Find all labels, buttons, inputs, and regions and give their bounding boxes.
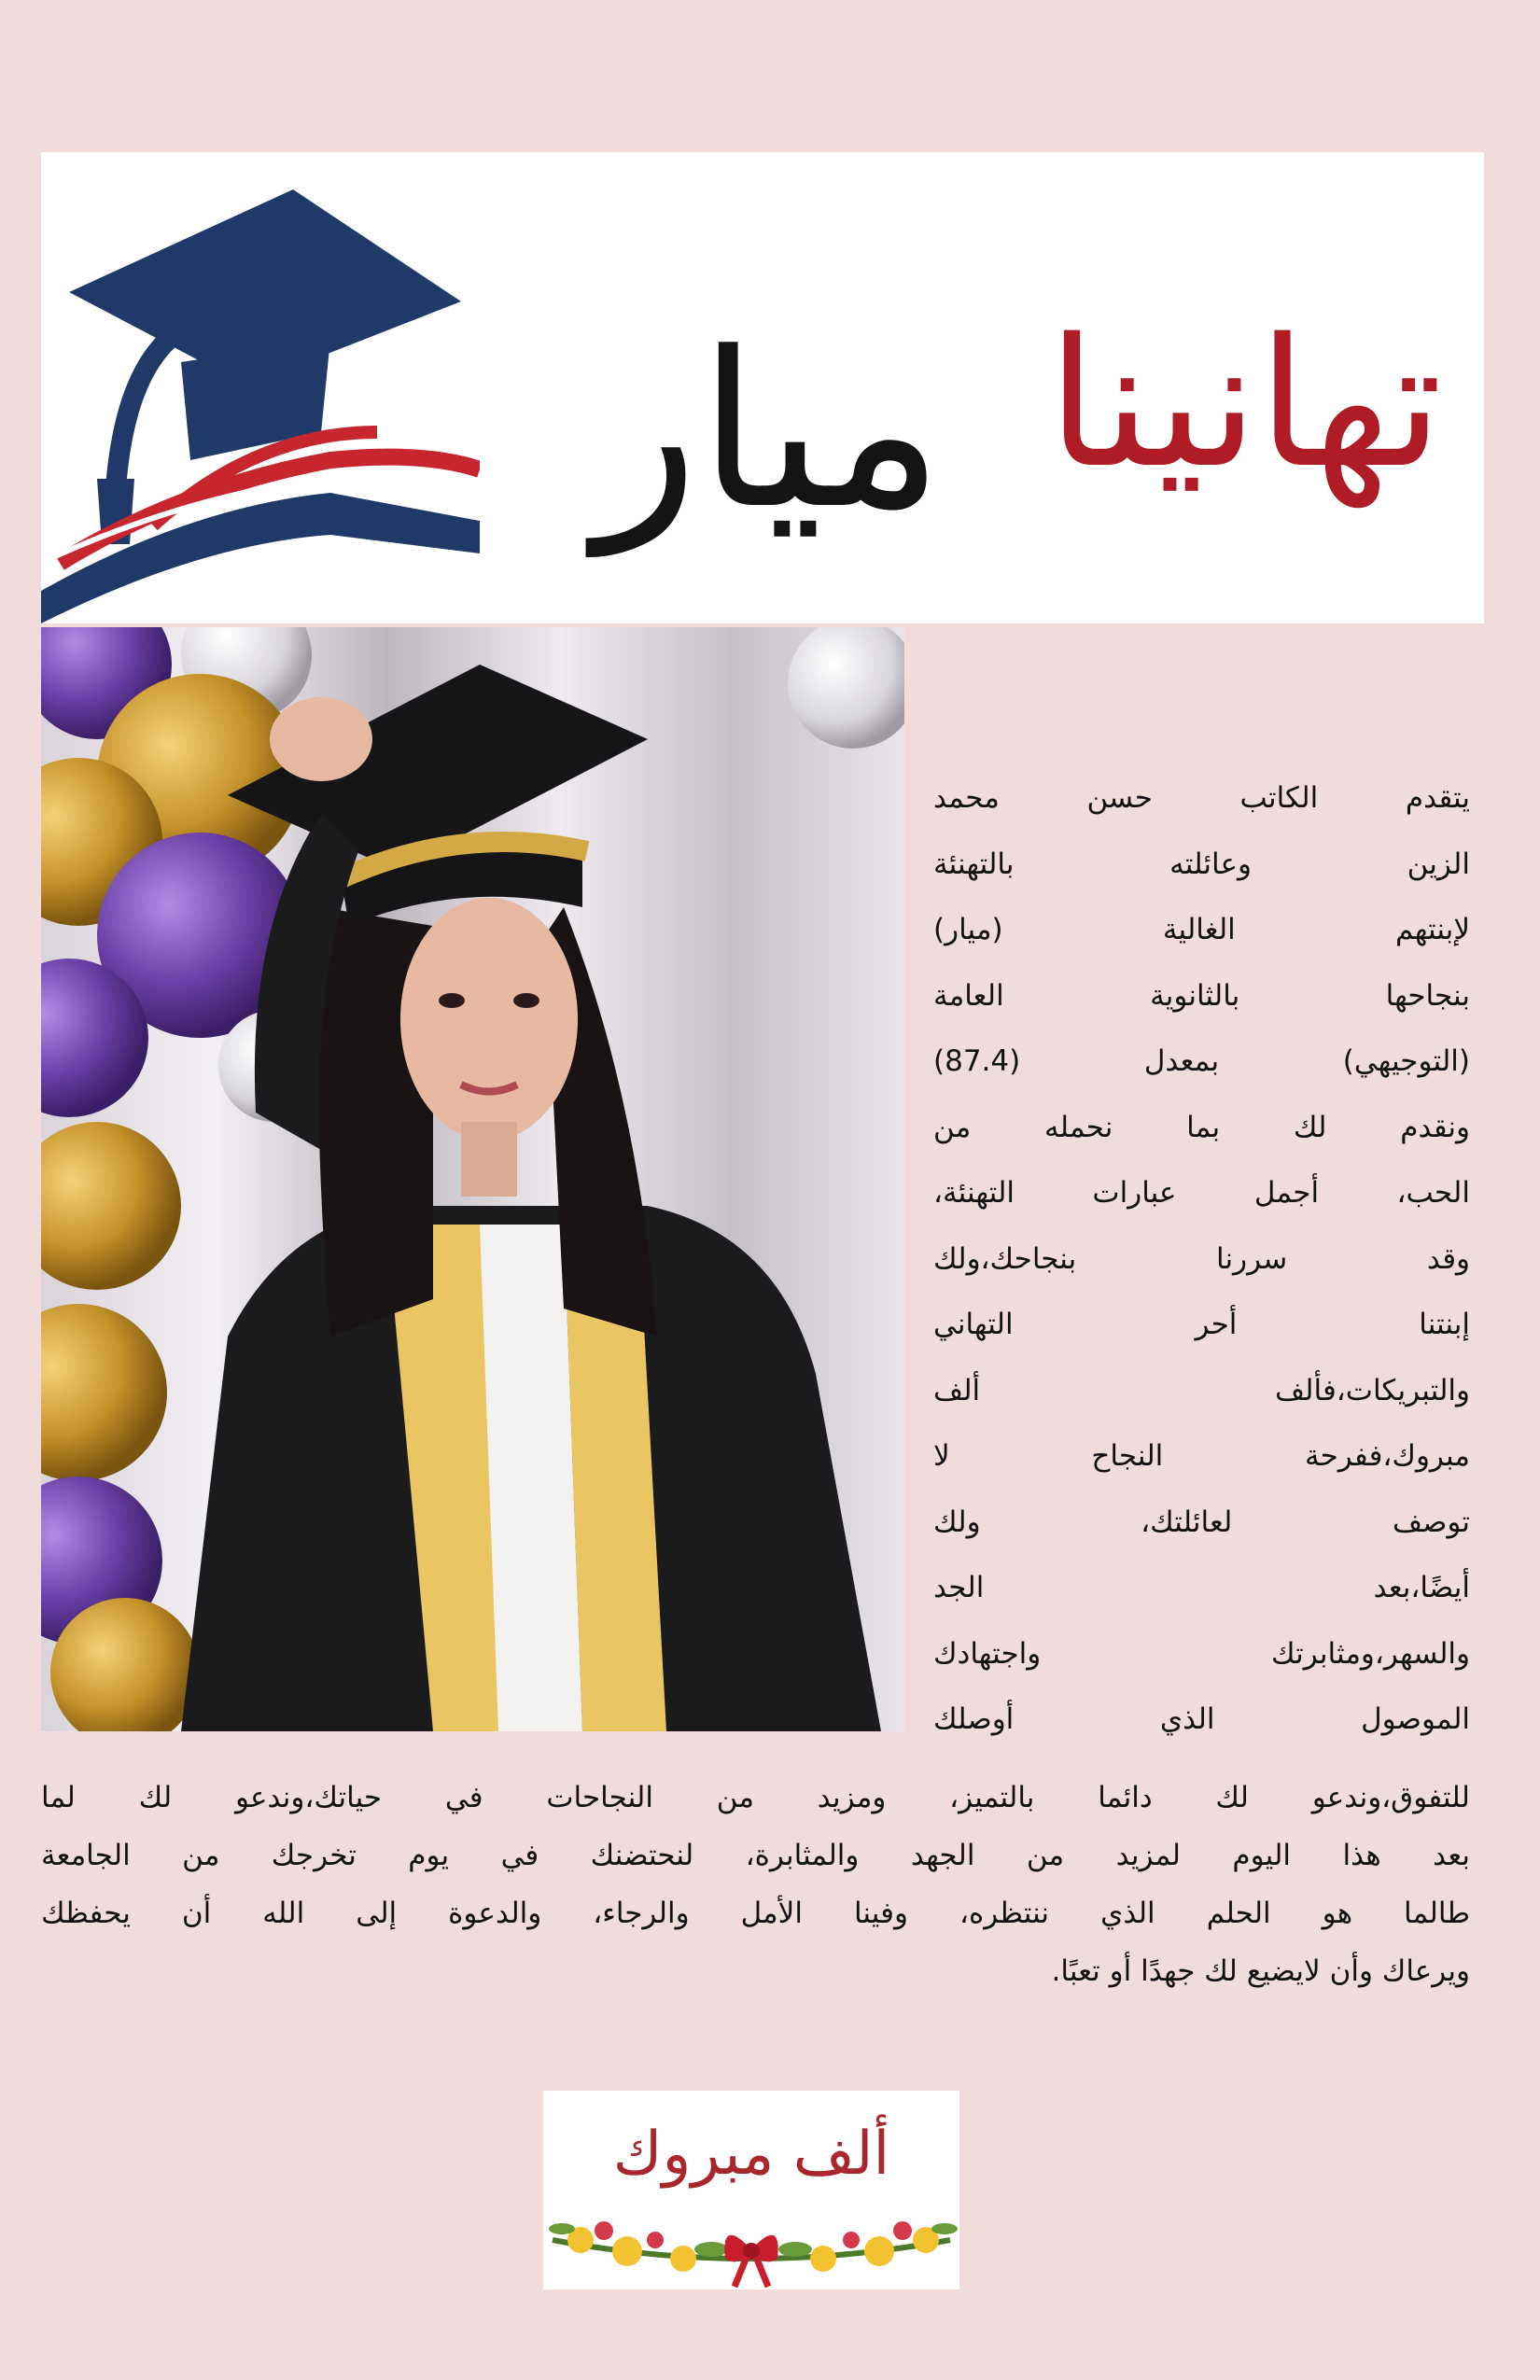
article-line: الزين وعائلته بالتهنئة bbox=[933, 847, 1470, 881]
graduation-cap-logo-icon bbox=[41, 152, 480, 623]
article-full-text bbox=[41, 1769, 1470, 2000]
flower-garland-icon bbox=[543, 2193, 959, 2289]
article-line: توصف لعائلتك، ولك bbox=[933, 1505, 1470, 1539]
article-line: بعد هذا اليوم لمزيد من الجهد والمثابرة، لنحتضنك في يوم تخرجك من الجامعة bbox=[41, 1839, 1470, 1872]
article-line: للتفوق،وندعو لك دائما بالتميز، ومزيد من النجاحات في حياتك،وندعو لك لما bbox=[41, 1781, 1470, 1814]
article-line: الحب، أجمل عبارات التهنئة، bbox=[933, 1176, 1470, 1210]
card-title: ألف مبروك bbox=[612, 2120, 890, 2189]
article-line: وقد سررنا بنجاحك،ولك bbox=[933, 1241, 1470, 1276]
article-line: طالما هو الحلم الذي ننتظره، وفينا الأمل والرجاء، والدعوة إلى الله أن يحفظك bbox=[41, 1897, 1470, 1930]
article-line: والسهر،ومثابرتك واجتهادك bbox=[933, 1636, 1470, 1671]
article-line: ونقدم لك بما نحمله من bbox=[933, 1110, 1470, 1144]
article-line: يتقدم الكاتب حسن محمد bbox=[933, 781, 1470, 815]
congrats-card bbox=[543, 2091, 959, 2289]
graduate-photo bbox=[41, 627, 904, 1731]
congratulations-title: تهانينا bbox=[1047, 301, 1443, 507]
article-column-text bbox=[933, 765, 1470, 1753]
article-line: إبنتنا أحر التهاني bbox=[933, 1308, 1470, 1341]
article-line: ويرعاك وأن لايضيع لك جهدًا أو تعبًا. bbox=[1051, 1954, 1470, 1988]
article-line: الموصول الذي أوصلك bbox=[933, 1702, 1470, 1736]
article-line: أيضًا،بعد الجد bbox=[933, 1571, 1470, 1604]
graduate-name: ميار bbox=[595, 307, 944, 556]
article-line: لإبنتهم الغالية (ميار) bbox=[933, 913, 1470, 946]
article-line: مبروك،ففرحة النجاح لا bbox=[933, 1439, 1470, 1473]
article-line: (التوجيهي) بمعدل (87.4) bbox=[933, 1044, 1470, 1078]
article-line: بنجاحها بالثانوية العامة bbox=[933, 978, 1470, 1013]
article-line: والتبريكات،فألف ألف bbox=[933, 1373, 1470, 1407]
header-banner bbox=[41, 152, 1484, 623]
